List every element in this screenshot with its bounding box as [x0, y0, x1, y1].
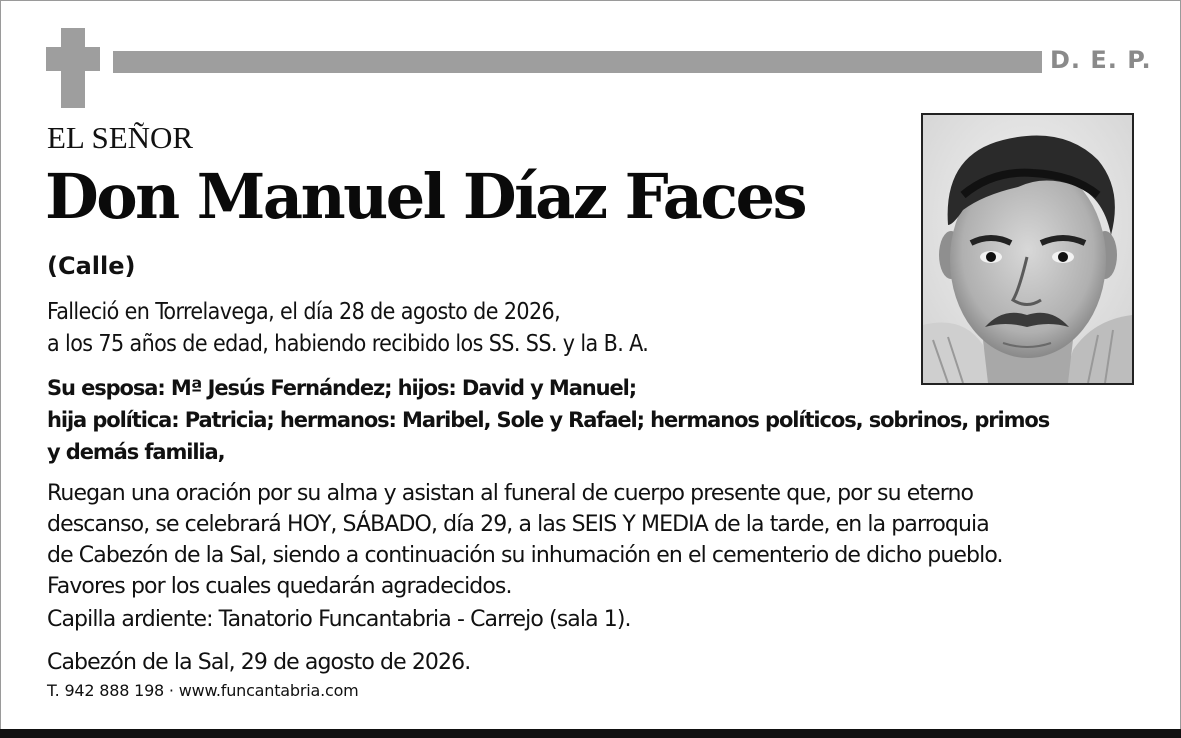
portrait-image	[923, 115, 1132, 383]
funeral-line: descanso, se celebrará HOY, SÁBADO, día 29, a las SEIS Y MEDIA de la tarde, en la parroquia	[47, 512, 989, 537]
family-line: Su esposa: Mª Jesús Fernández; hijos: David y Manuel;	[47, 376, 637, 400]
chapel-info: Capilla ardiente: Tanatorio Funcantabria - Carrejo (sala 1).	[47, 607, 631, 632]
funeral-line: Favores por los cuales quedarán agradecidos.	[47, 574, 512, 599]
honorific-title: EL SEÑOR	[47, 120, 194, 155]
place-date: Cabezón de la Sal, 29 de agosto de 2026.	[47, 650, 471, 675]
header-divider	[113, 51, 1042, 73]
funeral-line: de Cabezón de la Sal, siendo a continuación su inhumación en el cementerio de dicho pueblo.	[47, 543, 1003, 568]
cross-icon	[46, 28, 100, 108]
family-line: hija política: Patricia; hermanos: Maribel, Sole y Rafael; hermanos políticos, sobrinos, primos	[47, 408, 1050, 432]
funeral-notice	[47, 478, 1147, 602]
contact-info: T. 942 888 198 · www.funcantabria.com	[47, 681, 359, 700]
family-line: y demás familia,	[47, 440, 225, 464]
death-line: a los 75 años de edad, habiendo recibido los SS. SS. y la B. A.	[47, 331, 649, 357]
bottom-bar	[0, 729, 1181, 738]
death-notice	[47, 296, 887, 360]
dep-label: D. E. P.	[1050, 46, 1152, 74]
deceased-nickname: (Calle)	[47, 252, 136, 280]
deceased-photo	[921, 113, 1134, 385]
deceased-name: Don Manuel Díaz Faces	[45, 160, 806, 233]
death-line: Falleció en Torrelavega, el día 28 de agosto de 2026,	[47, 299, 561, 325]
funeral-line: Ruegan una oración por su alma y asistan al funeral de cuerpo presente que, por su eterno	[47, 481, 974, 506]
family-list	[47, 372, 1137, 468]
